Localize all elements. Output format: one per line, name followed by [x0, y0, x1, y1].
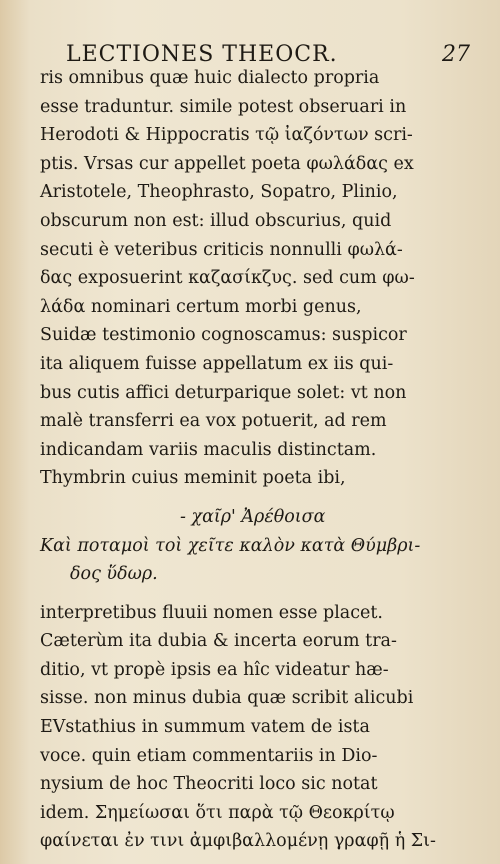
verse-spacer: [40, 589, 386, 599]
body-text: [40, 64, 436, 856]
text-line: Aristotele, Theophrasto, Sopatro, Plinio,: [40, 182, 398, 203]
text-line: sisse. non minus dubia quæ scribit alicubi: [40, 688, 414, 709]
text-line: Thymbrin cuius meminit poeta ibi,: [40, 468, 346, 489]
text-line: EVstathius in summum vatem de ista: [40, 717, 370, 738]
verse-line: - χαῖρ' Ἀρέθοισα: [180, 506, 326, 527]
text-line: λάδα nominari certum morbi genus,: [40, 296, 362, 317]
text-line: indicandam variis maculis distinctam.: [40, 439, 377, 460]
text-line: ptis. Vrsas cur appellet poeta φωλάδας ex: [40, 153, 414, 174]
text-line: voce. quin etiam commentariis in Dio-: [40, 745, 378, 766]
text-line: ditio, vt propè ipsis ea hîc videatur hæ-: [40, 659, 389, 680]
text-line: secuti è veteribus criticis nonnulli φωλά-: [40, 239, 403, 260]
text-line: nysium de hoc Theocriti loco sic notat: [40, 774, 378, 795]
verse-line: δος ὕδωρ.: [70, 564, 158, 585]
text-line: φαίνεται ἐν τινι ἀμφιβαλλομένῃ γραφῇ ἡ Σι-: [40, 831, 436, 852]
verse-line: Καὶ ποταμοὶ τοὶ χεῖτε καλὸν κατὰ Θύμβρι-: [40, 535, 421, 556]
text-line: δας exposuerint καζασίκζυς. sed cum φω-: [40, 268, 415, 289]
text-line: esse traduntur. simile potest obseruari in: [40, 96, 407, 117]
text-line: malè transferri ea vox potuerit, ad rem: [40, 411, 387, 432]
running-title: LECTIONES THEOCR.: [66, 42, 338, 67]
text-line: Suidæ testimonio cognoscamus: suspicor: [40, 325, 407, 346]
text-line: idem. Σημείωσαι ὅτι παρὰ τῷ Θεοκρίτῳ: [40, 802, 395, 823]
text-line: ris omnibus quæ huic dialecto propria: [40, 68, 380, 88]
text-line: interpretibus fluuii nomen esse placet.: [40, 602, 383, 623]
text-line: bus cutis affici deturparique solet: vt non: [40, 382, 407, 403]
text-line: ita aliquem fuisse appellatum ex iis qui-: [40, 353, 394, 374]
verse-spacer: [40, 493, 386, 503]
text-line: Herodoti & Hippocratis τῷ ἰαζόντων scri-: [40, 125, 413, 146]
page-number: 27: [442, 42, 470, 67]
text-line: obscurum non est: illud obscurius, quid: [40, 210, 392, 231]
text-line: Cæterùm ita dubia & incerta eorum tra-: [40, 631, 397, 652]
